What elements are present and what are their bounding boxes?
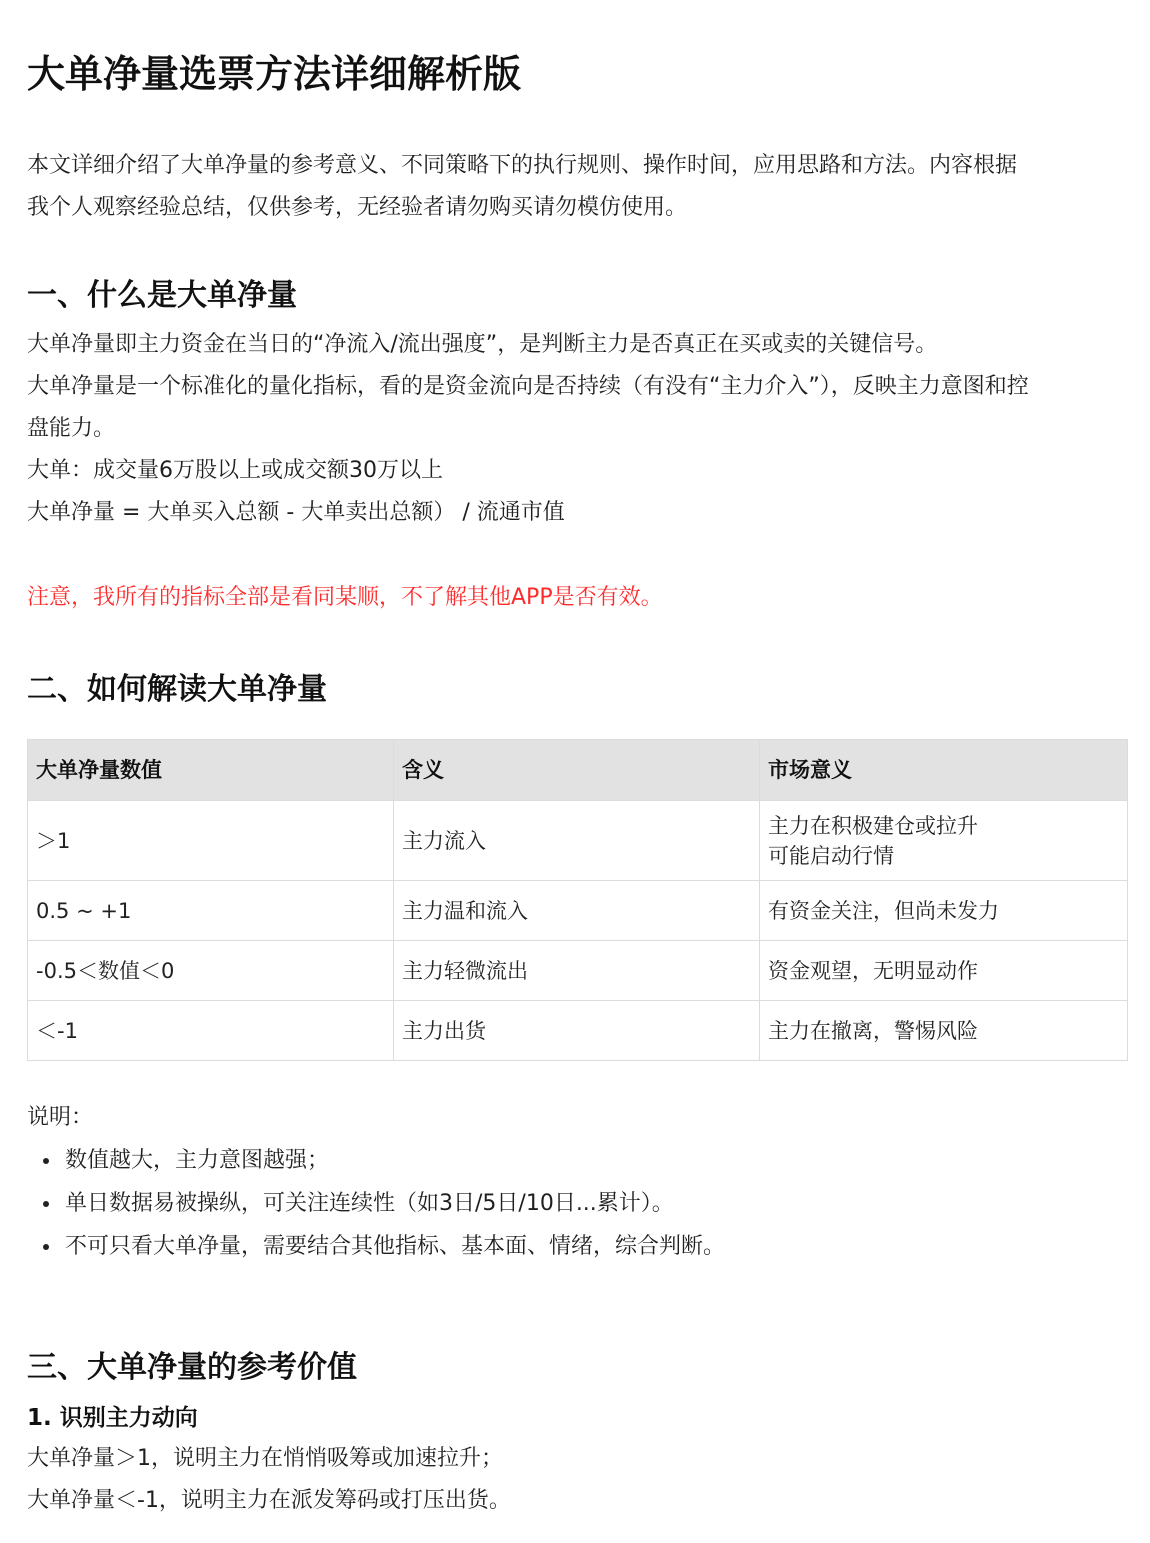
table-cell-market: 有资金关注，但尚未发力 — [760, 881, 1128, 941]
body-line: 大单：成交量6万股以上或成交额30万以上 — [27, 458, 443, 483]
table-cell-value: -0.5＜数值＜0 — [28, 941, 394, 1001]
body-line: 盘能力。 — [27, 416, 116, 441]
table-cell-market — [760, 801, 1128, 881]
list-item: 数值越大，主力意图越强； — [27, 1139, 725, 1182]
table-cell-market: 资金观望，无明显动作 — [760, 941, 1128, 1001]
warning-note: 注意，我所有的指标全部是看同某顺，不了解其他APP是否有效。 — [27, 585, 663, 610]
body-line: 大单净量＞1，说明主力在悄悄吸筹或加速拉升； — [27, 1446, 503, 1471]
body-line: 大单净量即主力资金在当日的“净流入/流出强度”，是判断主力是否真正在买或卖的关键信号。 — [27, 332, 938, 357]
table-cell-value: 0.5 ~ +1 — [28, 881, 394, 941]
table-cell-meaning: 主力温和流入 — [394, 881, 760, 941]
list-item: 单日数据易被操纵，可关注连续性（如3日/5日/10日...累计）。 — [27, 1182, 725, 1225]
column-header: 市场意义 — [760, 740, 1128, 801]
page-title: 大单净量选票方法详细解析版 — [27, 52, 522, 96]
notes-list — [27, 1139, 725, 1268]
intro-paragraph — [27, 145, 1117, 229]
market-line: 可能启动行情 — [768, 843, 894, 868]
table-row — [28, 801, 1128, 881]
table-cell-meaning: 主力流入 — [394, 801, 760, 881]
table-cell-value: ＞1 — [28, 801, 394, 881]
column-header: 含义 — [394, 740, 760, 801]
table-row — [28, 1001, 1128, 1061]
section-heading-reference-value: 三、大单净量的参考价值 — [27, 1350, 357, 1385]
market-line: 主力在积极建仓或拉升 — [768, 813, 978, 838]
list-item: 不可只看大单净量，需要结合其他指标、基本面、情绪，综合判断。 — [27, 1225, 725, 1268]
intro-line: 本文详细介绍了大单净量的参考意义、不同策略下的执行规则、操作时间，应用思路和方法。内容根据 — [27, 153, 1018, 178]
subsection-heading: 1. 识别主力动向 — [27, 1405, 198, 1431]
column-header: 大单净量数值 — [28, 740, 394, 801]
table-cell-meaning: 主力出货 — [394, 1001, 760, 1061]
body-line: 大单净量＜-1，说明主力在派发筹码或打压出货。 — [27, 1488, 511, 1513]
interpretation-table — [27, 739, 1128, 1061]
table-cell-market: 主力在撤离，警惕风险 — [760, 1001, 1128, 1061]
section-heading-what-is: 一、什么是大单净量 — [27, 278, 297, 313]
table-row — [28, 881, 1128, 941]
body-line: 大单净量是一个标准化的量化指标，看的是资金流向是否持续（有没有“主力介入”），反映主力意图和控 — [27, 374, 1029, 399]
table-cell-meaning: 主力轻微流出 — [394, 941, 760, 1001]
table-row — [28, 941, 1128, 1001]
table-header-row — [28, 740, 1128, 801]
note-label: 说明： — [27, 1105, 94, 1130]
intro-line: 我个人观察经验总结，仅供参考，无经验者请勿购买请勿模仿使用。 — [27, 195, 688, 220]
section1-body — [27, 324, 1127, 534]
body-line: 大单净量 = 大单买入总额 - 大单卖出总额） / 流通市值 — [27, 500, 565, 525]
section3-body — [27, 1438, 1127, 1522]
section-heading-how-to-read: 二、如何解读大单净量 — [27, 672, 327, 707]
table-cell-value: ＜-1 — [28, 1001, 394, 1061]
